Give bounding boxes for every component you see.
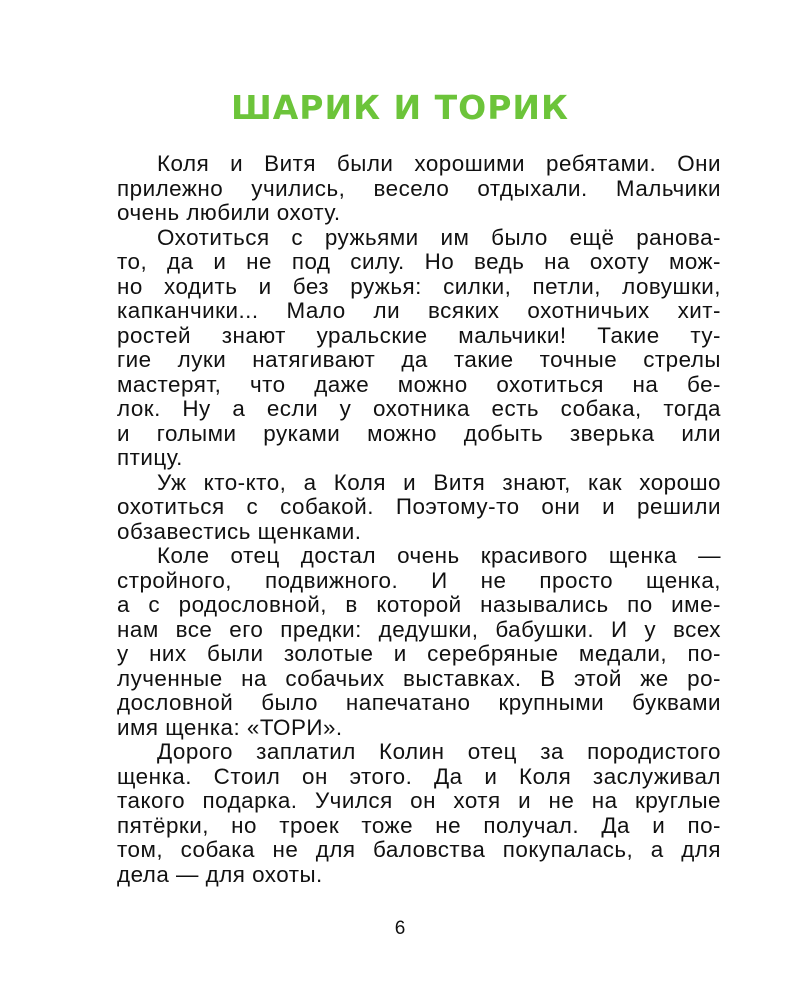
text-line: щенка. Стоил он этого. Да и Коля заслуживал <box>117 763 721 789</box>
page-number: 6 <box>394 918 406 939</box>
text-line: у них были золотые и серебряные медали, по- <box>117 641 721 666</box>
text-line: дела — для охоты. <box>117 861 323 887</box>
paragraph <box>117 226 721 471</box>
body-text <box>117 152 721 887</box>
text-line: гие луки натягивают да такие точные стрелы <box>117 347 721 372</box>
text-line: а с родословной, в которой назывались по име- <box>117 592 721 617</box>
text-line: Коля и Витя были хорошими ребятами. Они <box>157 151 721 176</box>
paragraph <box>117 471 721 545</box>
paragraph <box>117 740 721 887</box>
text-line: но ходить и без ружья: силки, петли, ловушки, <box>117 273 721 299</box>
text-line: лок. Ну а если у охотника есть собака, тогда <box>117 396 721 421</box>
text-line: Дорого заплатил Колин отец за породистого <box>157 739 721 764</box>
text-line: Уж кто-кто, а Коля и Витя знают, как хорошо <box>157 469 721 495</box>
text-line: капканчики... Мало ли всяких охотничьих хит- <box>117 298 721 323</box>
text-line: ростей знают уральские мальчики! Такие ту- <box>117 322 721 348</box>
text-line: пятёрки, но троек тоже не получал. Да и по- <box>117 812 721 838</box>
text-line: нам все его предки: дедушки, бабушки. И у всех <box>117 616 721 642</box>
text-line: то, да и не под силу. Но ведь на охоту мож- <box>117 249 721 274</box>
text-line: прилежно учились, весело отдыхали. Мальчики <box>117 175 721 201</box>
text-line: птицу. <box>117 445 183 470</box>
text-line: такого подарка. Учился он хотя и не на круглые <box>117 788 721 813</box>
text-line: имя щенка: «ТОРИ». <box>117 714 343 740</box>
text-line: очень любили охоту. <box>117 200 341 225</box>
paragraph <box>117 544 721 740</box>
text-line: том, собака не для баловства покупалась, а для <box>117 837 721 862</box>
paragraph <box>117 152 721 226</box>
text-line: лученные на собачьих выставках. В этой же ро- <box>117 665 721 691</box>
text-line: стройного, подвижного. И не просто щенка, <box>117 567 721 593</box>
text-line: охотиться с собакой. Поэтому-то они и решили <box>117 494 721 519</box>
text-line: Коле отец достал очень красивого щенка — <box>157 543 721 568</box>
text-line: дословной было напечатано крупными буквами <box>117 690 721 715</box>
chapter-title: ШАРИК И ТОРИК <box>230 88 570 127</box>
text-line: Охотиться с ружьями им было ещё ранова- <box>157 224 721 250</box>
text-line: и голыми руками можно добыть зверька или <box>117 420 721 446</box>
text-line: обзавестись щенками. <box>117 518 362 544</box>
text-line: мастерят, что даже можно охотиться на бе- <box>117 371 721 397</box>
